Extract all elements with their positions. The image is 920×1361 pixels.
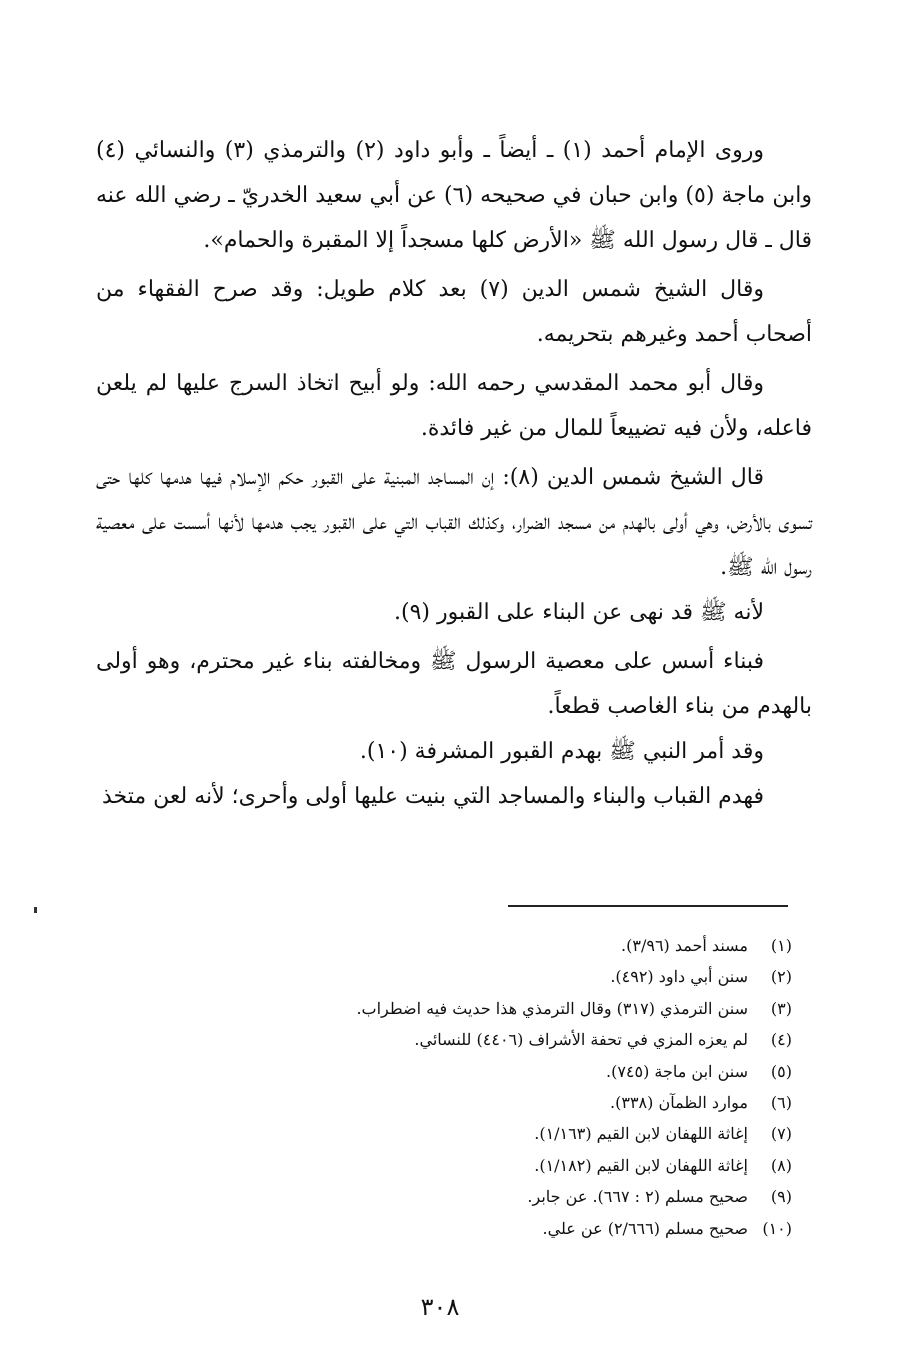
footnote-8	[272, 1150, 792, 1181]
footnote-text: إغاثة اللهفان لابن القيم (١/١٨٢).	[534, 1155, 748, 1175]
footnote-number: (٧)	[770, 1124, 792, 1144]
paragraph-7: وقد أمر النبي ﷺ بهدم القبور المشرفة (١٠).	[359, 739, 764, 764]
footnote-4	[272, 1024, 792, 1055]
footnote-text: موارد الظمآن (٣٣٨).	[610, 1093, 748, 1113]
paragraph-2: وقال الشيخ شمس الدين (٧) بعد كلام طويل: وقد صرح الفقهاء من أصحاب أحمد وغيرهم بتحريمه.	[96, 277, 812, 347]
footnote-number: (٥)	[770, 1061, 792, 1081]
footnote-number: (١٠)	[762, 1218, 792, 1238]
footnote-1	[272, 930, 792, 961]
footnote-number: (١)	[770, 936, 792, 955]
page-number: ٣٠٨	[420, 1293, 460, 1321]
footnote-number: (٢)	[770, 967, 792, 987]
footnote-9	[272, 1181, 792, 1212]
paragraph-4: قال الشيخ شمس الدين (٨): إن المساجد المبنية على القبور حكم الإسلام فيها هدمها كلها حتى تسوى بالأرض، وهي أولى بالهدم من مسجد الضرار، وكذلك القباب التي على القبور يجب هدمها لأنها أسست على معصية رسول الله ﷺ.	[96, 465, 812, 580]
main-text	[96, 128, 812, 819]
footnote-2	[272, 961, 792, 992]
footnote-number: (٣)	[770, 998, 792, 1018]
footnote-7	[272, 1118, 792, 1149]
paragraph-6: فبناء أسس على معصية الرسول ﷺ ومخالفته بناء غير محترم، وهو أولى بالهدم من بناء الغاصب قطعاً.	[96, 649, 812, 719]
footnote-text: صحيح مسلم (٢ : ٦٦٧). عن جابر.	[527, 1187, 748, 1207]
footnote-number: (٤)	[770, 1030, 792, 1050]
paragraph-5: لأنه ﷺ قد نهى عن البناء على القبور (٩).	[394, 600, 764, 625]
footnote-number: (٦)	[770, 1093, 792, 1113]
paragraph-8: فهدم القباب والبناء والمساجد التي بنيت عليها أولى وأحرى؛ لأنه لعن متخذ	[102, 784, 764, 809]
footnote-separator	[508, 905, 788, 907]
footnote-6	[272, 1087, 792, 1118]
footnote-3	[272, 993, 792, 1024]
footnote-text: إغاثة اللهفان لابن القيم (١/١٦٣).	[534, 1124, 748, 1144]
footnote-text: سنن أبي داود (٤٩٢).	[610, 967, 748, 987]
paragraph-1: وروى الإمام أحمد (١) ـ أيضاً ـ وأبو داود (٢) والترمذي (٣) والنسائي (٤) وابن ماجة (٥) وابن حبان في صحيحه (٦) عن أبي سعيد الخدريّ ـ رضي الله عنه قال ـ قال رسول الله ﷺ «الأرض كلها مسجداً إلا المقبرة والحمام».	[96, 138, 812, 253]
stray-mark	[34, 907, 37, 913]
footnote-text: صحيح مسلم (٢/٦٦٦) عن علي.	[542, 1218, 748, 1238]
footnote-5	[272, 1056, 792, 1087]
footnote-text: لم يعزه المزي في تحفة الأشراف (٤٤٠٦) للنسائي.	[414, 1030, 748, 1050]
footnote-text: سنن الترمذي (٣١٧) وقال الترمذي هذا حديث فيه اضطراب.	[356, 998, 748, 1018]
footnotes	[272, 930, 792, 1244]
footnote-number: (٩)	[770, 1187, 792, 1207]
footnote-text: مسند أحمد (٣/٩٦).	[621, 936, 748, 955]
footnote-number: (٨)	[770, 1155, 792, 1175]
footnote-10	[272, 1213, 792, 1244]
paragraph-3: وقال أبو محمد المقدسي رحمه الله: ولو أبيح اتخاذ السرج عليها لم يلعن فاعله، ولأن فيه تضييعاً للمال من غير فائدة.	[96, 371, 812, 441]
footnote-text: سنن ابن ماجة (٧٤٥).	[605, 1061, 748, 1081]
